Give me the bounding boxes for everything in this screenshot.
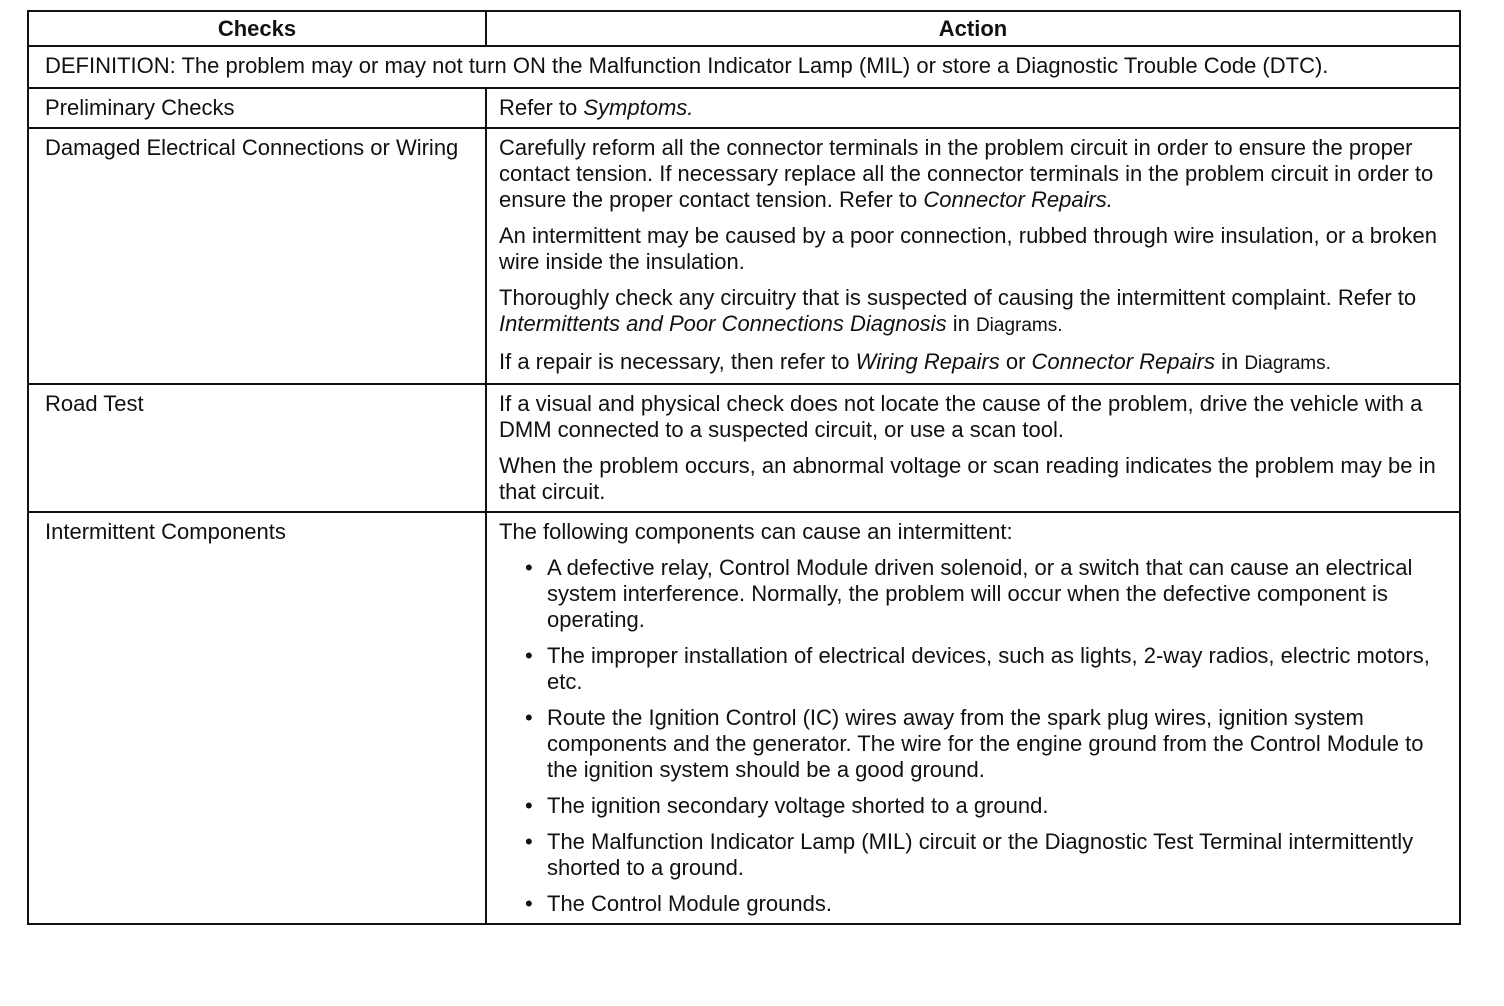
list-item xyxy=(525,555,1445,633)
action-paragraph xyxy=(499,135,1445,213)
reference-text: Intermittents and Poor Connections Diagnosis xyxy=(499,311,947,336)
list-item-text: The ignition secondary voltage shorted to a ground. xyxy=(547,793,1049,818)
bullet-icon: • xyxy=(525,643,533,668)
table-row xyxy=(28,512,1460,924)
action-text: When the problem occurs, an abnormal voltage or scan reading indicates the problem may be in that circuit. xyxy=(499,453,1436,504)
bullet-icon: • xyxy=(525,555,533,580)
action-text: Refer to xyxy=(499,95,584,120)
definition-row xyxy=(28,46,1460,88)
action-paragraph xyxy=(499,519,1445,545)
header-row xyxy=(28,11,1460,46)
action-cell xyxy=(486,88,1460,128)
list-item-text: The Malfunction Indicator Lamp (MIL) circuit or the Diagnostic Test Terminal intermittently shorted to a ground. xyxy=(547,829,1414,880)
check-cell: Preliminary Checks xyxy=(28,88,486,128)
action-text: or xyxy=(999,349,1032,374)
list-item-text: Route the Ignition Control (IC) wires away from the spark plug wires, ignition system components and the generator. The wire for the engine ground from the Control Module to the ignition system should be a good ground. xyxy=(547,705,1424,782)
component-list xyxy=(499,555,1445,917)
action-paragraph xyxy=(499,95,1445,121)
list-item xyxy=(525,643,1445,695)
action-text: Thoroughly check any circuitry that is suspected of causing the intermittent complaint. Refer to xyxy=(499,285,1417,310)
action-paragraph xyxy=(499,349,1445,377)
action-text: If a repair is necessary, then refer to xyxy=(499,349,856,374)
action-text: Diagrams. xyxy=(975,315,1063,336)
action-text: The following components can cause an intermittent: xyxy=(499,519,1013,544)
table-row xyxy=(28,384,1460,512)
action-cell xyxy=(486,512,1460,924)
action-text: If a visual and physical check does not locate the cause of the problem, drive the vehicle with a DMM connected to a suspected circuit, or use a scan tool. xyxy=(499,391,1423,442)
bullet-icon: • xyxy=(525,793,533,818)
list-item xyxy=(525,829,1445,881)
reference-text: Connector Repairs. xyxy=(923,187,1113,212)
action-text: Carefully reform all the connector terminals in the problem circuit in order to ensure the proper contact tension. If necessary replace all the connector terminals in the problem circuit in order to ensure the proper contact tension. Refer to xyxy=(499,135,1434,212)
action-paragraph xyxy=(499,285,1445,339)
action-cell xyxy=(486,384,1460,512)
action-paragraph xyxy=(499,223,1445,275)
list-item-text: A defective relay, Control Module driven solenoid, or a switch that can cause an electrical system interference. Normally, the problem will occur when the defective component is operating. xyxy=(547,555,1413,632)
definition-text: DEFINITION: The problem may or may not turn ON the Malfunction Indicator Lamp (MIL) or store a Diagnostic Trouble Code (DTC). xyxy=(28,46,1460,88)
list-item-text: The Control Module grounds. xyxy=(547,891,832,916)
bullet-icon: • xyxy=(525,891,533,916)
bullet-icon: • xyxy=(525,829,533,854)
reference-text: Symptoms. xyxy=(583,95,694,120)
bullet-icon: • xyxy=(525,705,533,730)
action-text: in xyxy=(1214,349,1245,374)
table-row xyxy=(28,128,1460,384)
header-checks: Checks xyxy=(28,11,486,46)
action-text: An intermittent may be caused by a poor connection, rubbed through wire insulation, or a broken wire inside the insulation. xyxy=(499,223,1437,274)
check-cell: Damaged Electrical Connections or Wiring xyxy=(28,128,486,384)
checks-action-table xyxy=(27,10,1461,925)
action-paragraph xyxy=(499,453,1445,505)
header-action: Action xyxy=(486,11,1460,46)
list-item xyxy=(525,705,1445,783)
table-row xyxy=(28,88,1460,128)
list-item-text: The improper installation of electrical devices, such as lights, 2-way radios, electric motors, etc. xyxy=(547,643,1430,694)
check-cell: Road Test xyxy=(28,384,486,512)
reference-text: Wiring Repairs xyxy=(855,349,1000,374)
action-text: in xyxy=(946,311,976,336)
reference-text: Connector Repairs xyxy=(1031,349,1215,374)
check-cell: Intermittent Components xyxy=(28,512,486,924)
action-paragraph xyxy=(499,391,1445,443)
list-item xyxy=(525,891,1445,917)
list-item xyxy=(525,793,1445,819)
action-text: Diagrams. xyxy=(1244,353,1331,374)
action-cell xyxy=(486,128,1460,384)
